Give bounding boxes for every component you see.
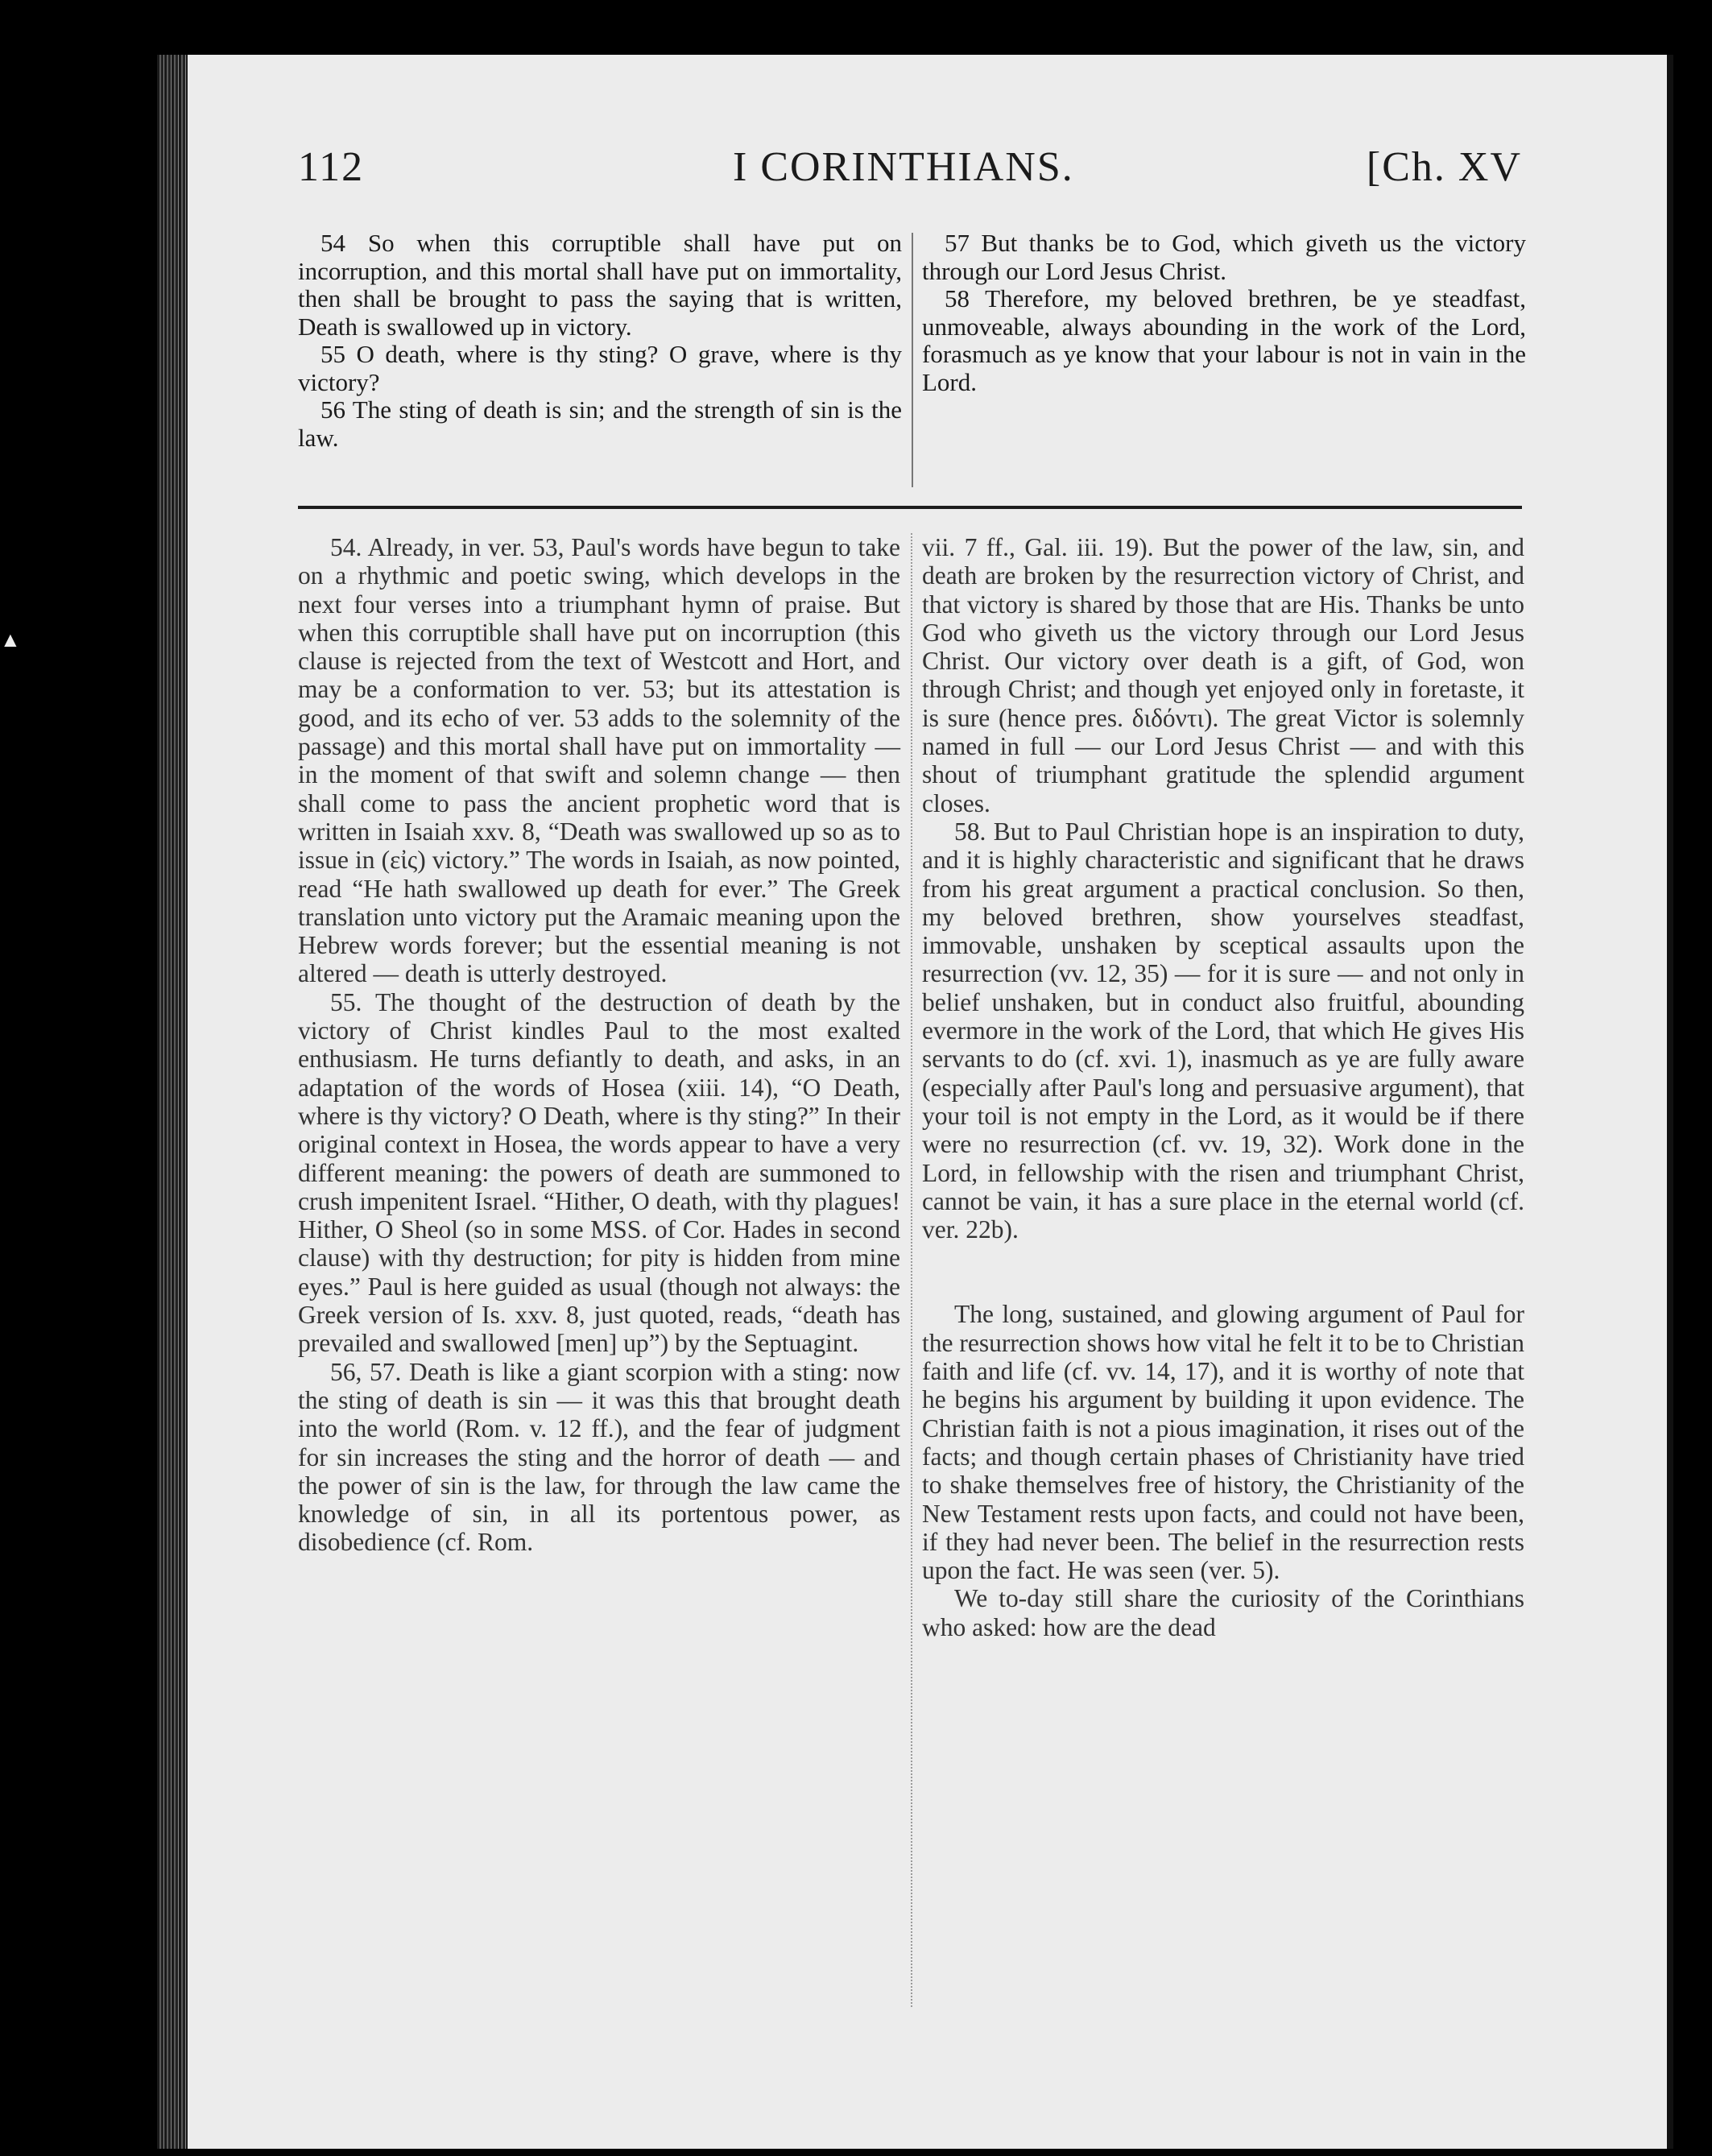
paragraph-gap bbox=[922, 1244, 1524, 1300]
section-rule bbox=[298, 506, 1522, 509]
commentary-right-column bbox=[922, 533, 1524, 1641]
commentary-paragraph: The long, sustained, and glowing argument of Paul for the resurrection shows how vital he felt it to be to Christian faith and life (cf. vv. 14, 17), and it is worthy of note that he begins his argument by building it upon evidence. The Christian faith is not a pious imagination, it rises out of the facts; and though certain phases of Christianity have tried to shake themselves free of history, the Christianity of the New Testament rests upon facts, and could not have been, if they had never been. The belief in the resurrection rests upon the fact. He was seen (ver. 5). bbox=[922, 1300, 1524, 1585]
scripture-right-column bbox=[922, 230, 1526, 396]
commentary-paragraph: 56, 57. Death is like a giant scorpion with a sting: now the sting of death is sin — it was this that brought death into the world (Rom. v. 12 ff.), and the fear of judgment for sin increases the sting and the horror of death — and the power of sin is the law, for through the law came the knowledge of sin, in all its portentous power, as disobedience (cf. Rom. bbox=[298, 1357, 900, 1557]
verse-57: 57 But thanks be to God, which giveth us the victory through our Lord Jesus Christ. bbox=[922, 229, 1526, 285]
commentary bbox=[298, 533, 1522, 2007]
commentary-paragraph: vii. 7 ff., Gal. iii. 19). But the power of the law, sin, and death are broken by the resurrection victory of Christ, and that victory is shared by those that are His. Thanks be unto God who giveth us the victory through our Lord Jesus Christ. Our victory over death is a gift, of God, won through Christ; and though yet enjoyed only in foretaste, it is sure (hence pres. διδόντι). The great Victor is solemnly named in full — our Lord Jesus Christ — and with this shout of triumphant gratitude the splendid argument closes. bbox=[922, 533, 1524, 817]
commentary-paragraph: 54. Already, in ver. 53, Paul's words have begun to take on a rhythmic and poetic swing, which develops in the next four verses into a triumphant hymn of praise. But when this corruptible shall have put on incorruption (this clause is rejected from the text of Westcott and Hort, and may be a conformation to ver. 53; but its attestation is good, and its echo of ver. 53 adds to the solemnity of the passage) and this mortal shall have put on immortality — in the moment of that swift and solemn change — then shall come to pass the ancient prophetic word that is written in Isaiah xxv. 8, “Death was swallowed up so as to issue in (εἰς) victory.” The words in Isaiah, as now pointed, read “He hath swallowed up death for ever.” The Greek translation unto victory put the Aramaic meaning upon the Hebrew words forever; but the essential meaning is not altered — death is utterly destroyed. bbox=[298, 533, 900, 988]
commentary-paragraph: 58. But to Paul Christian hope is an inspiration to duty, and it is highly characteristic and significant that he draws from his great argument a practical conclusion. So then, my beloved brethren, show yourselves steadfast, immovable, unshaken by sceptical assaults upon the resurrection (vv. 12, 35) — for it is sure — and not only in belief unshaken, but in conduct also fruitful, abounding evermore in the work of the Lord, that which He gives His servants to do (cf. xvi. 1), inasmuch as ye are fully aware (especially after Paul's long and persuasive argument), that your toil is not empty in the Lord, as it would be if there were no resurrection (cf. vv. 19, 32). Work done in the Lord, in fellowship with the risen and triumphant Christ, cannot be vain, it has a sure place in the eternal world (cf. ver. 22b). bbox=[922, 817, 1524, 1244]
running-header bbox=[298, 143, 1522, 200]
verse-55: 55 O death, where is thy sting? O grave, where is thy victory? bbox=[298, 340, 902, 396]
column-divider bbox=[912, 233, 913, 487]
column-divider bbox=[911, 533, 913, 2007]
book-title: I CORINTHIANS. bbox=[733, 144, 1074, 190]
scripture-text bbox=[298, 229, 1526, 495]
page-edge bbox=[1667, 55, 1673, 2149]
chapter-label: [Ch. XV bbox=[1366, 144, 1522, 190]
commentary-paragraph: We to-day still share the curiosity of the Corinthians who asked: how are the dead bbox=[922, 1584, 1524, 1641]
scripture-left-column bbox=[298, 230, 902, 452]
verse-56: 56 The sting of death is sin; and the strength of sin is the law. bbox=[298, 395, 902, 452]
page-number: 112 bbox=[298, 144, 365, 190]
verse-54: 54 So when this corruptible shall have put on incorruption, and this mortal shall have put on immortality, then shall be brought to pass the saying that is written, Death is swallowed up in victory. bbox=[298, 229, 902, 341]
verse-58: 58 Therefore, my beloved brethren, be ye steadfast, unmoveable, always abounding in the work of the Lord, forasmuch as ye know that your labour is not in vain in the Lord. bbox=[922, 284, 1526, 396]
book-spine bbox=[157, 55, 188, 2149]
commentary-paragraph: 55. The thought of the destruction of death by the victory of Christ kindles Paul to the most exalted enthusiasm. He turns defiantly to death, and asks, in an adaptation of the words of Hosea (xiii. 14), “O Death, where is thy victory? O Death, where is thy sting?” In their original context in Hosea, the words appear to have a very different meaning: the powers of death are summoned to crush impenitent Israel. “Hither, O death, with thy plagues! Hither, O Sheol (so in some MSS. of Cor. Hades in second clause) with thy destruction; for pity is hidden from mine eyes.” Paul is here guided as usual (though not always: the Greek version of Is. xxv. 8, just quoted, reads, “death has prevailed and swallowed [men] up”) by the Septuagint. bbox=[298, 987, 900, 1358]
scan-mark: ▲ bbox=[0, 628, 21, 652]
commentary-left-column bbox=[298, 533, 900, 1557]
